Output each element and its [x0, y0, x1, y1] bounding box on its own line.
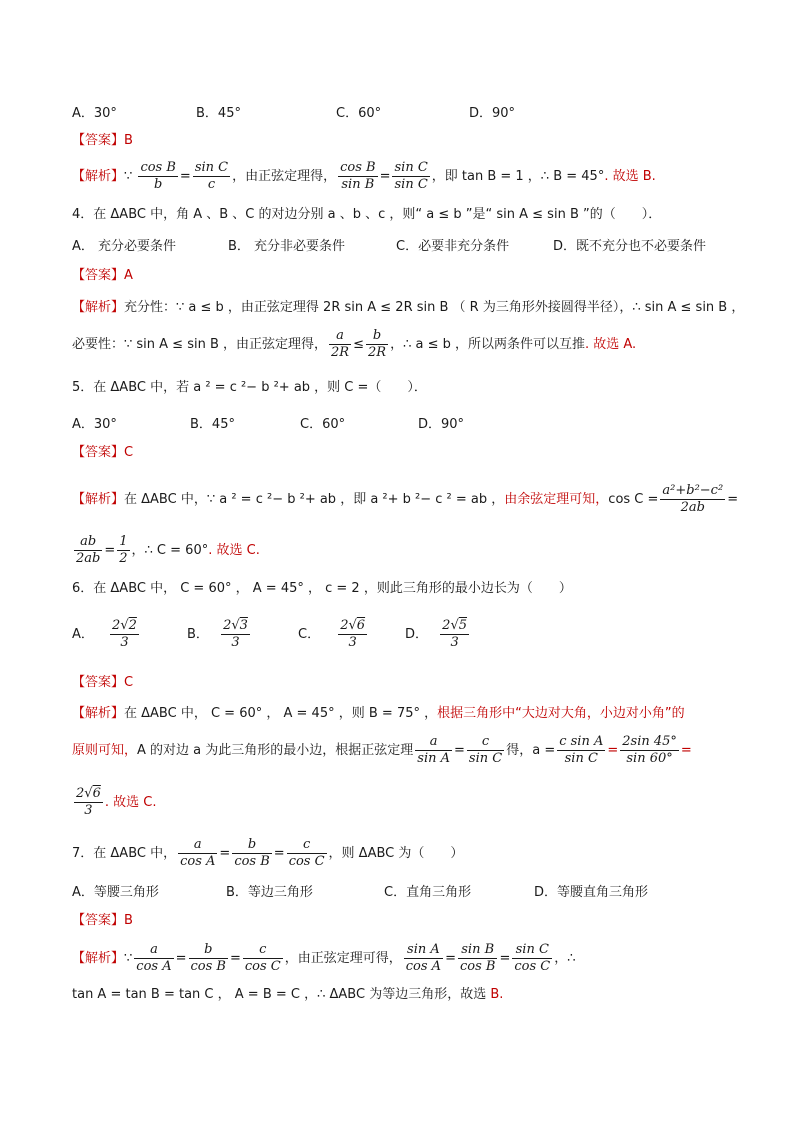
q5-analysis-line1: 【解析】在 ΔABC 中，∵ a ² = c ²− b ²+ ab ，即 a ²+ b ²− c ² = ab ，由余弦定理可知，cos C = $\frac{\text{a²+b²−c²}}{2ab}$ = [72, 483, 739, 515]
q3-option-b: B．45° [196, 106, 241, 121]
fraction: $\frac{a}{\text{sin A}}$ [417, 734, 451, 766]
q5-analysis-line2: $\frac{ab}{2ab}$ = $\frac{1}{2}$ ，∴ C = 60°. 故选 C. [76, 534, 260, 566]
q3-option-a: A．30° [72, 106, 117, 121]
q5-stem: 5．在 ΔABC 中，若 a ² = c ²− b ²+ ab ，则 C =（ ）． [72, 380, 427, 395]
q5-option-a: A．30° [72, 417, 117, 432]
q6-option-c: C． $\frac{2√6}{3}$ [298, 618, 366, 650]
q4-answer-line: 【答案】A [72, 268, 133, 283]
q6-option-b: B． $\frac{2√3}{3}$ [187, 618, 248, 650]
q6-answer-line: 【答案】C [72, 675, 134, 690]
fraction: $\frac{1}{2}$ [119, 534, 128, 566]
q5-option-d: D．90° [418, 417, 465, 432]
fraction: $\frac{c}{\text{cos C}}$ [244, 942, 281, 974]
q5-option-c: C．60° [300, 417, 346, 432]
q7-stem: 7．在 ΔABC 中， $\frac{a}{\text{cos A}}$ = $\frac{b}{\text{cos B}}$ = $\frac{c}{\text{cos C}}$ ，则 ΔABC 为（ ） [72, 837, 464, 869]
fraction: $\frac{\text{sin C}}{\text{sin C}}$ [394, 160, 428, 192]
q6-analysis-line3: $\frac{2√6}{3}$ . 故选 C. [76, 786, 157, 818]
q7-option-c: C．直角三角形 [384, 885, 472, 900]
fraction: $\frac{a}{\text{cos A}}$ [180, 837, 216, 869]
q4-option-a: A． 充分必要条件 [72, 239, 177, 254]
fraction: $\frac{\text{sin A}}{\text{cos A}}$ [405, 942, 442, 974]
q4-option-c: C．必要非充分条件 [396, 239, 510, 254]
q5-answer-line: 【答案】C [72, 445, 134, 460]
fraction: $\frac{\text{cos B}}{b}$ [140, 160, 176, 192]
fraction: $\frac{c}{\text{cos C}}$ [288, 837, 325, 869]
q4-analysis-line1: 【解析】充分性：∵ a ≤ b ，由正弦定理得 2R sin A ≤ 2R sin B （ R 为三角形外接圆得半径），∴ sin A ≤ sin B ， [72, 300, 745, 315]
q7-option-d: D．等腰直角三角形 [534, 885, 649, 900]
answer-tag: 【答案】 [72, 133, 125, 148]
q3-answer-line [72, 131, 133, 151]
fraction: $\frac{2\sin 45^\circ}{\sin 60^\circ}$ [622, 734, 677, 766]
fraction: $\frac{\text{sin B}}{\text{cos B}}$ [459, 942, 496, 974]
fraction: $\frac{2√6}{3}$ [76, 786, 101, 818]
q7-option-a: A．等腰三角形 [72, 885, 159, 900]
fraction: $\frac{\text{sin C}}{c}$ [194, 160, 229, 192]
answer-value: B [124, 133, 133, 148]
q7-analysis-line2: tan A = tan B = tan C ， A = B = C ，∴ ΔABC 为等边三角形，故选 B. [72, 987, 504, 1002]
fraction: $\frac{c}{\text{sin C}}$ [468, 734, 503, 766]
q7-option-b: B．等边三角形 [226, 885, 313, 900]
fraction: $\frac{a}{2R}$ [331, 328, 350, 360]
q4-option-b: B． 充分非必要条件 [228, 239, 346, 254]
q6-stem: 6．在 ΔABC 中， C = 60° ， A = 45° ， c = 2 ，则此三角形的最小边长为（ ） [72, 581, 572, 596]
fraction: $\frac{a}{\text{cos A}}$ [136, 942, 172, 974]
q6-analysis-line1: 【解析】在 ΔABC 中， C = 60° ， A = 45° ，则 B = 75° ，根据三角形中“大边对大角，小边对小角”的 [72, 706, 685, 721]
q4-option-d: D．既不充分也不必要条件 [553, 239, 707, 254]
q7-analysis-line1: 【解析】∵ $\frac{a}{\text{cos A}}$ = $\frac{b}{\text{cos B}}$ = $\frac{c}{\text{cos C}}$ ，由正弦定理可得， $\frac{\text{sin A}}{\text{cos A}}$ = $\frac{\text{sin B}}{\text{cos B}}$ = $\frac{\text{sin C}}{\text{cos C}}$ ，∴ [72, 942, 576, 974]
q5-option-b: B．45° [190, 417, 235, 432]
fraction: $\frac{\text{sin C}}{\text{cos C}}$ [514, 942, 551, 974]
fraction: $\frac{\text{a²+b²−c²}}{2ab}$ [662, 483, 724, 515]
q4-analysis-line2: 必要性：∵ sin A ≤ sin B ，由正弦定理得， $\frac{a}{2R}$ ≤ $\frac{b}{2R}$ ，∴ a ≤ b ，所以两条件可以互推. 故选 A. [72, 328, 637, 360]
fraction: $\frac{ab}{2ab}$ [76, 534, 101, 566]
q6-analysis-line2: 原则可知，A 的对边 a 为此三角形的最小边，根据正弦定理 $\frac{a}{\text{sin A}}$ = $\frac{c}{\text{sin C}}$ 得，a = $\frac{\text{c sin A}}{\text{sin C}}$ = $\frac{2\sin 45^\circ}{\sin 60^\circ}$ = [72, 734, 692, 766]
fraction: $\frac{b}{\text{cos B}}$ [234, 837, 270, 869]
fraction: $\frac{\text{c sin A}}{\text{sin C}}$ [559, 734, 604, 766]
q3-option-d: D．90° [469, 106, 516, 121]
fraction: $\frac{\text{cos B}}{\text{sin B}}$ [340, 160, 376, 192]
q3-option-c: C．60° [336, 106, 382, 121]
q6-option-d: D． $\frac{2√5}{3}$ [405, 618, 468, 650]
fraction: $\frac{b}{\text{cos B}}$ [190, 942, 226, 974]
q7-answer-line: 【答案】B [72, 913, 133, 928]
fraction: $\frac{b}{2R}$ [368, 328, 387, 360]
q6-option-a: A． $\frac{2√2}{3}$ [72, 618, 137, 650]
q3-analysis: 【解析】∵ $\frac{\text{cos B}}{b}$ = $\frac{\text{sin C}}{c}$ ，由正弦定理得， $\frac{\text{cos B}}{\text{sin B}}$ = $\frac{\text{sin C}}{\text{sin C}}$ ，即 tan B = 1 ，∴ B = 45°. 故选 B. [72, 160, 656, 192]
q4-stem: 4．在 ΔABC 中，角 A 、B 、C 的对边分别 a 、b 、c ，则“ a ≤ b ”是“ sin A ≤ sin B ”的（ ）． [72, 207, 662, 222]
analysis-tag: 【解析】 [72, 169, 125, 184]
